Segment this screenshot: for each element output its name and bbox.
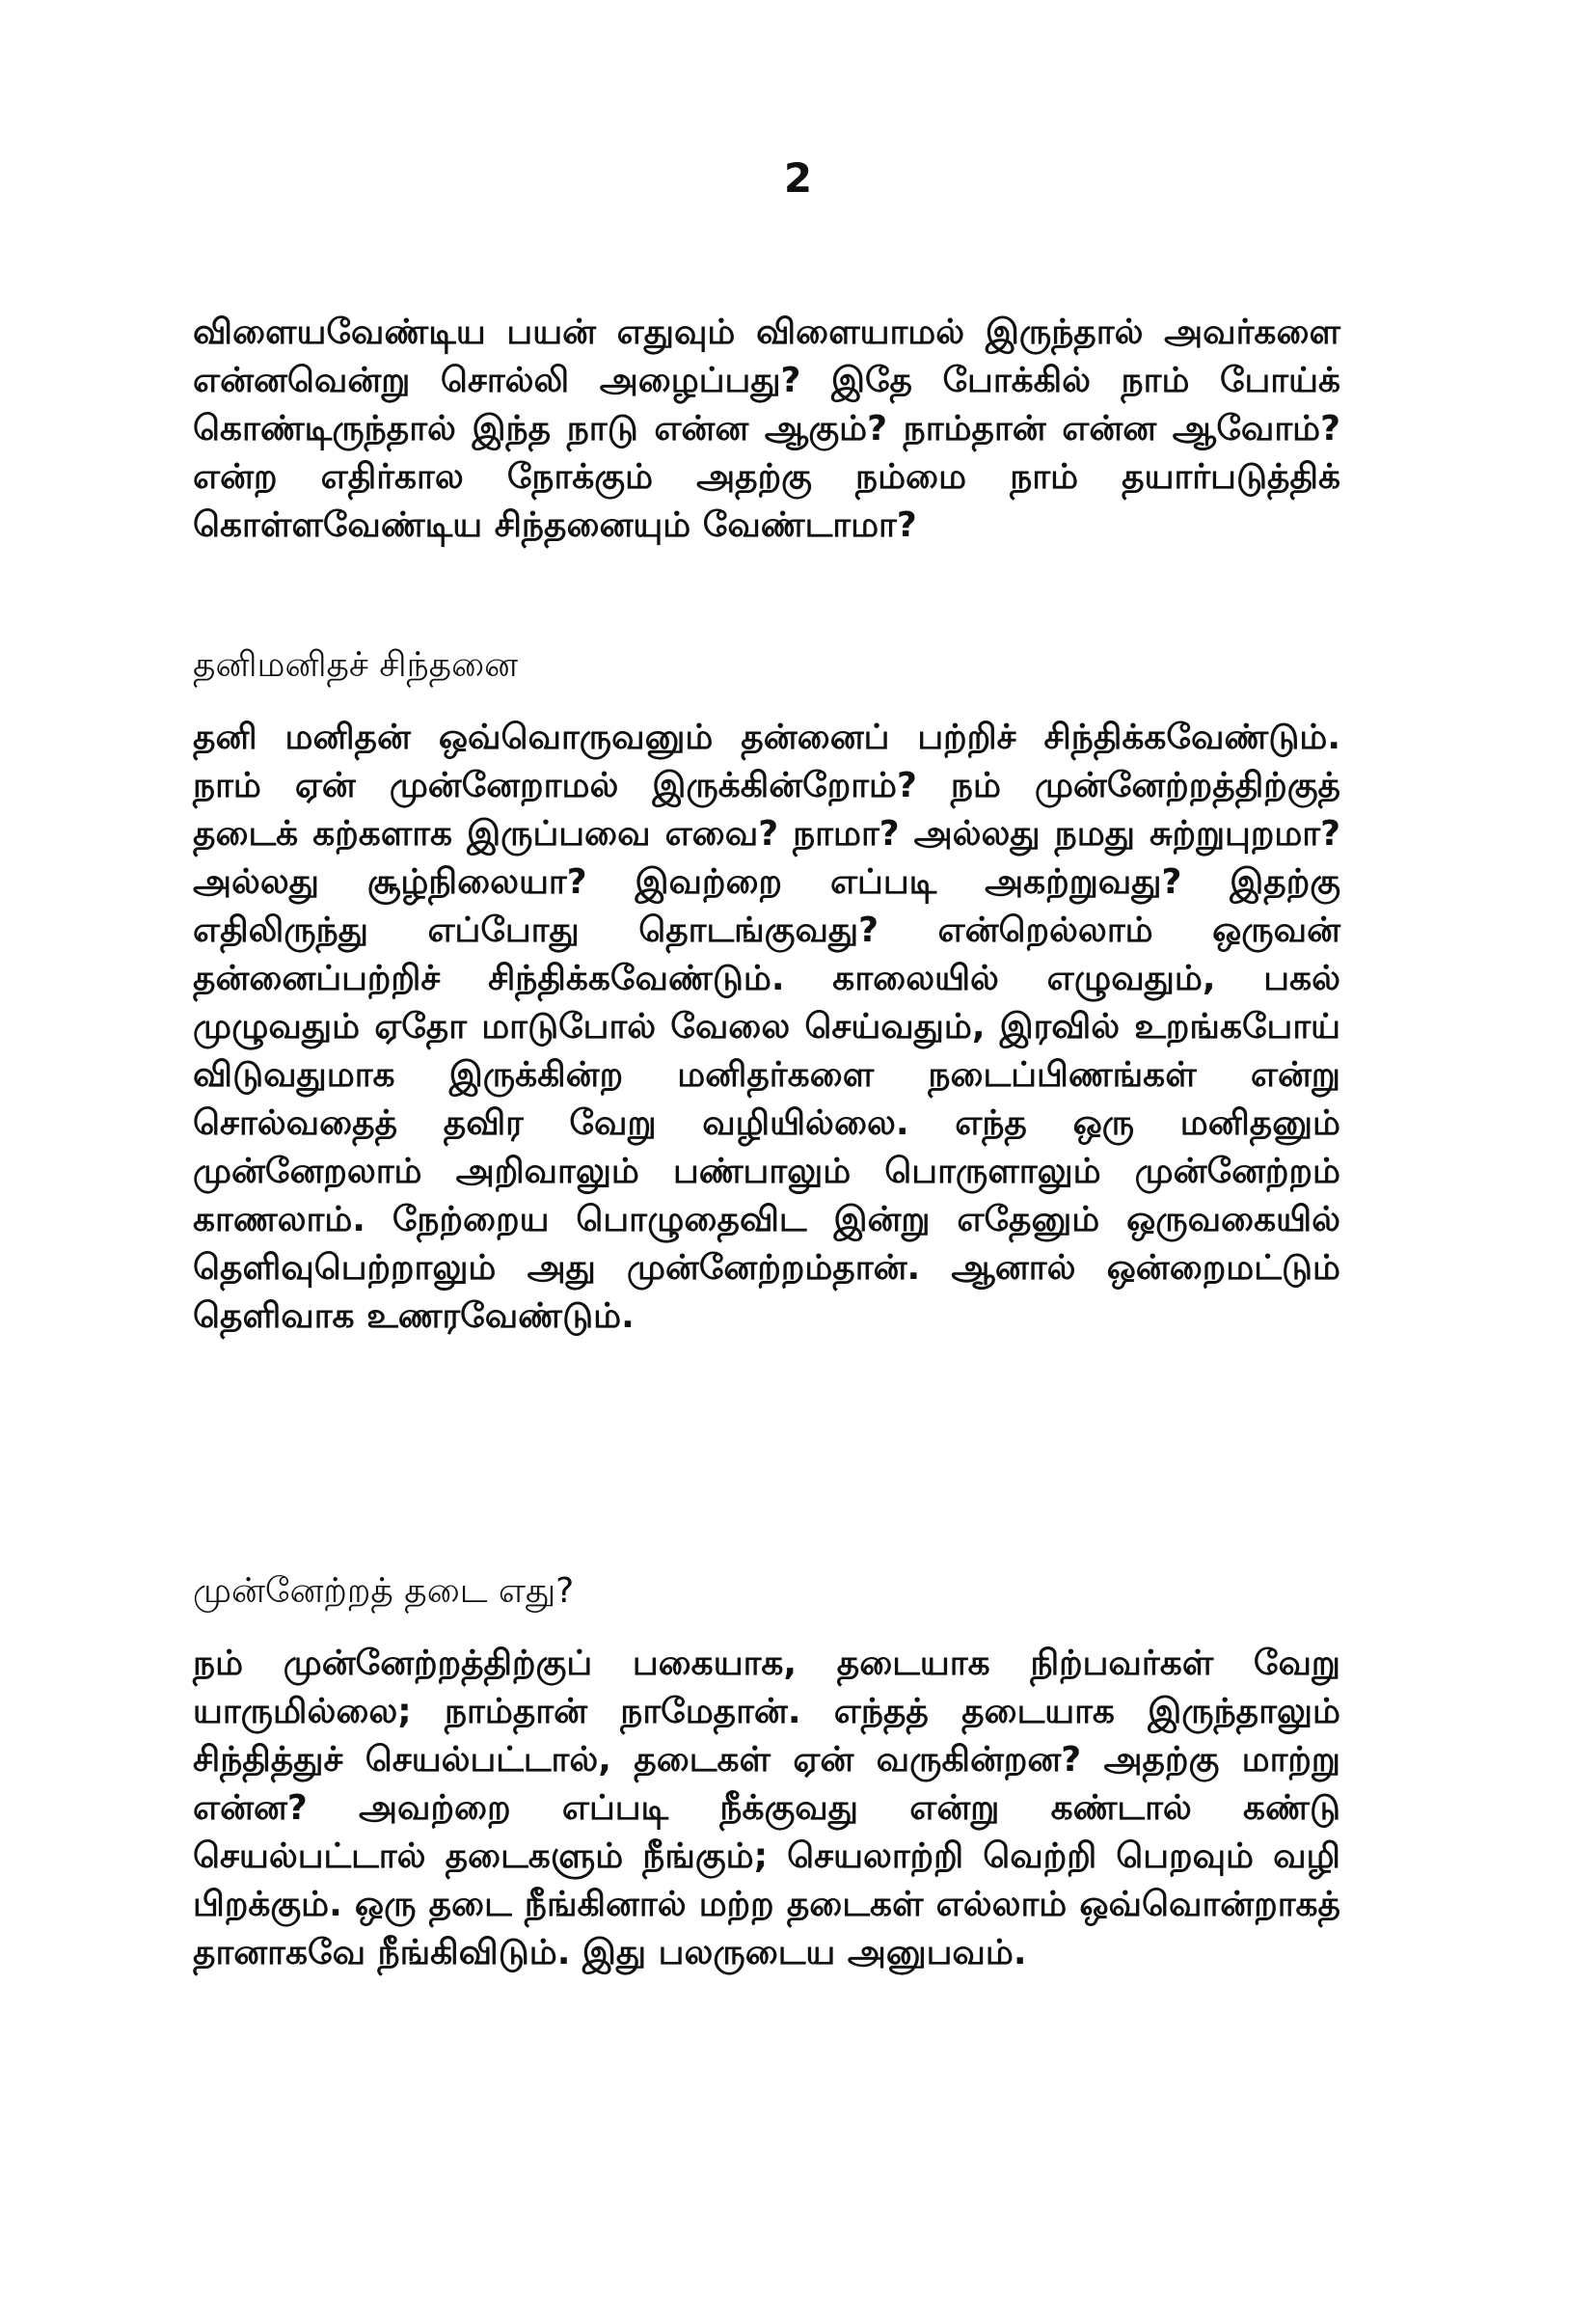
section-heading-2: முன்னேற்றத் தடை எது? <box>193 1571 575 1611</box>
paragraph-3: நம் முன்னேற்றத்திற்குப் பகையாக, தடையாக நிற்பவர்கள் வேறு யாருமில்லை; நாம்தான் நாமேதான். எந்தத் தடையாக இருந்தாலும் சிந்தித்துச் செயல்பட்டால், தடைகள் ஏன் வருகின்றன? அதற்கு மாற்று என்ன? அவற்றை எப்படி நீக்குவது என்று கண்டால் கண்டு செயல்பட்டால் தடைகளும் நீங்கும்; செயலாற்றி வெற்றி பெறவும் வழி பிறக்கும். ஒரு தடை நீங்கினால் மற்ற தடைகள் எல்லாம் ஒவ்வொன்றாகத் தானாகவே நீங்கிவிடும். இது பலருடைய அனுபவம். <box>193 1644 1340 1972</box>
page-number: 2 <box>783 154 813 202</box>
paragraph-1: விளையவேண்டிய பயன் எதுவும் விளையாமல் இருந்தால் அவர்களை என்னவென்று சொல்லி அழைப்பது? இதே போக்கில் நாம் போய்க் கொண்டிருந்தால் இந்த நாடு என்ன ஆகும்? நாம்தான் என்ன ஆவோம்? என்ற எதிர்கால நோக்கும் அதற்கு நம்மை நாம் தயார்படுத்திக் கொள்ளவேண்டிய சிந்தனையும் வேண்டாமா? <box>193 313 1340 545</box>
section-heading-1: தனிமனிதச் சிந்தனை <box>193 645 519 685</box>
paragraph-2: தனி மனிதன் ஒவ்வொருவனும் தன்னைப் பற்றிச் சிந்திக்கவேண்டும். நாம் ஏன் முன்னேறாமல் இருக்கின்றோம்? நம் முன்னேற்றத்திற்குத் தடைக் கற்களாக இருப்பவை எவை? நாமா? அல்லது நமது சுற்றுபுறமா? அல்லது சூழ்நிலையா? இவற்றை எப்படி அகற்றுவது? இதற்கு எதிலிருந்து எப்போது தொடங்குவது? என்றெல்லாம் ஒருவன் தன்னைப்பற்றிச் சிந்திக்கவேண்டும். காலையில் எழுவதும், பகல் முழுவதும் ஏதோ மாடுபோல் வேலை செய்வதும், இரவில் உறங்கபோய் விடுவதுமாக இருக்கின்ற மனிதர்களை நடைப்பிணங்கள் என்று சொல்வதைத் தவிர வேறு வழியில்லை. எந்த ஒரு மனிதனும் முன்னேறலாம் அறிவாலும் பண்பாலும் பொருளாலும் முன்னேற்றம் காணலாம். நேற்றைய பொழுதைவிட இன்று எதேனும் ஒருவகையில் தெளிவுபெற்றாலும் அது முன்னேற்றம்தான். ஆனால் ஒன்றைமட்டும் தெளிவாக உணரவேண்டும். <box>193 718 1340 1336</box>
